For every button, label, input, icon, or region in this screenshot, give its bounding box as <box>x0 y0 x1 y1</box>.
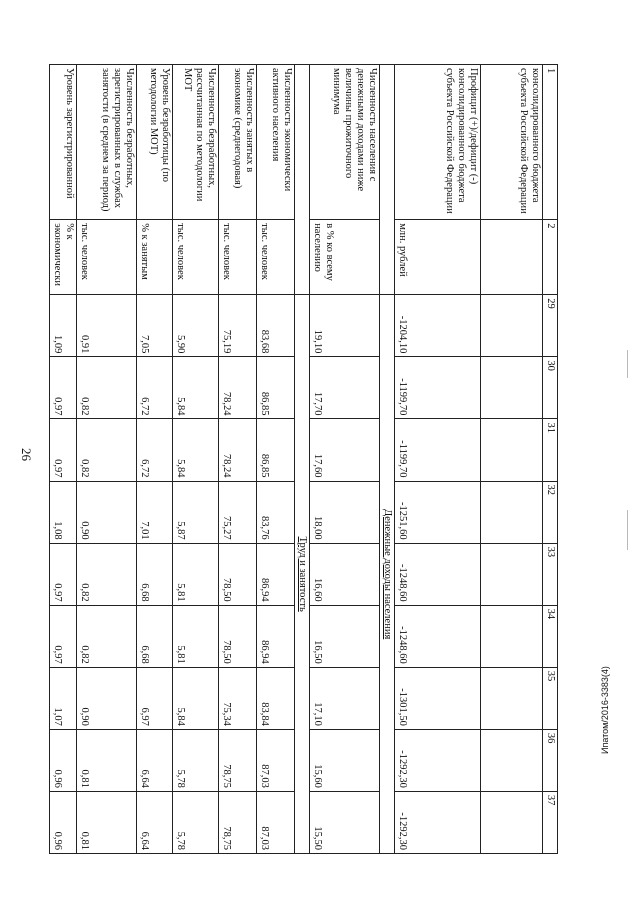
value-cell: 0,97 <box>50 605 77 667</box>
scan-artifact <box>627 510 628 550</box>
section-title: Труд и занятость <box>297 536 308 612</box>
indicator-cell: Численность занятых в экономике (среднегодовая) <box>219 65 257 220</box>
value-cell: 6,72 <box>137 357 173 419</box>
value-cell: 1,07 <box>50 667 77 729</box>
value-cell <box>481 729 543 791</box>
value-cell <box>481 543 543 605</box>
value-cell: 87,03 <box>257 729 295 791</box>
value-cell: 83,76 <box>257 481 295 543</box>
value-cell: 15,60 <box>310 729 380 791</box>
table-row <box>50 65 77 854</box>
value-cell: 16,50 <box>310 605 380 667</box>
value-cell <box>481 667 543 729</box>
value-cell: 0,81 <box>77 791 137 853</box>
indicator-cell: консолидированного бюджета субъекта Российской Федерации <box>481 65 543 220</box>
value-cell: -1199,70 <box>395 419 481 481</box>
value-cell: 5,81 <box>173 543 219 605</box>
indicator-cell: Численность экономически активного населения <box>257 65 295 220</box>
column-header: 29 <box>543 295 558 357</box>
value-cell: 86,85 <box>257 419 295 481</box>
value-cell: 6,68 <box>137 605 173 667</box>
indicator-cell: Численность безработных, рассчитанная по методологии МОТ <box>173 65 219 220</box>
value-cell: 0,81 <box>77 729 137 791</box>
unit-cell: тыс. человек <box>219 220 257 295</box>
value-cell: 5,84 <box>173 419 219 481</box>
value-cell: -1301,50 <box>395 667 481 729</box>
value-cell: -1248,60 <box>395 605 481 667</box>
value-cell: 78,50 <box>219 543 257 605</box>
column-header: 32 <box>543 481 558 543</box>
unit-cell: % к занятым <box>137 220 173 295</box>
value-cell: 1,09 <box>50 295 77 357</box>
value-cell: 0,97 <box>50 357 77 419</box>
value-cell: 7,01 <box>137 481 173 543</box>
page-number: 26 <box>19 448 34 461</box>
value-cell: 0,82 <box>77 605 137 667</box>
table-row <box>173 65 219 854</box>
value-cell: 86,94 <box>257 543 295 605</box>
unit-cell: тыс. человек <box>257 220 295 295</box>
statistics-table-rotated <box>52 64 558 854</box>
value-cell: 6,97 <box>137 667 173 729</box>
unit-cell: млн. рублей <box>395 220 481 295</box>
column-header: 33 <box>543 543 558 605</box>
column-header: 37 <box>543 791 558 853</box>
value-cell: 0,96 <box>50 791 77 853</box>
header-row <box>543 65 558 854</box>
value-cell: 18,00 <box>310 481 380 543</box>
section-row-labor <box>295 65 310 854</box>
value-cell <box>481 419 543 481</box>
value-cell: 0,82 <box>77 543 137 605</box>
value-cell: 0,90 <box>77 481 137 543</box>
value-cell: 6,68 <box>137 543 173 605</box>
value-cell: 5,84 <box>173 667 219 729</box>
column-header: 35 <box>543 667 558 729</box>
value-cell: -1199,70 <box>395 357 481 419</box>
column-header: 2 <box>543 220 558 295</box>
indicator-cell: Профицит (+)/дефицит (-) консолидированного бюджета субъекта Российской Федерации <box>395 65 481 220</box>
value-cell: -1204,10 <box>395 295 481 357</box>
table-row <box>310 65 380 854</box>
indicator-cell: Численность населения с денежными доходами ниже величины прожиточного минимума <box>310 65 380 220</box>
value-cell: 75,27 <box>219 481 257 543</box>
indicator-cell: Численность безработных, зарегистрированных в службах занятости (в среднем за период) <box>77 65 137 220</box>
value-cell: 78,24 <box>219 357 257 419</box>
column-header: 30 <box>543 357 558 419</box>
value-cell: -1292,30 <box>395 791 481 853</box>
value-cell: 5,90 <box>173 295 219 357</box>
value-cell: 0,90 <box>77 667 137 729</box>
value-cell: 0,82 <box>77 357 137 419</box>
table-row <box>77 65 137 854</box>
value-cell: 86,85 <box>257 357 295 419</box>
value-cell: 75,34 <box>219 667 257 729</box>
table-row <box>395 65 481 854</box>
value-cell: 0,96 <box>50 729 77 791</box>
column-header: 1 <box>543 65 558 220</box>
value-cell: 19,10 <box>310 295 380 357</box>
value-cell: 7,05 <box>137 295 173 357</box>
value-cell <box>481 481 543 543</box>
unit-cell: тыс. человек <box>173 220 219 295</box>
value-cell: -1248,60 <box>395 543 481 605</box>
value-cell: 78,50 <box>219 605 257 667</box>
value-cell <box>481 605 543 667</box>
value-cell: 0,82 <box>77 419 137 481</box>
value-cell <box>481 295 543 357</box>
value-cell: 5,78 <box>173 791 219 853</box>
table-row <box>257 65 295 854</box>
value-cell: 1,08 <box>50 481 77 543</box>
indicator-cell: Уровень зарегистрированной <box>50 65 77 220</box>
unit-cell: в % ко всему населению <box>310 220 380 295</box>
footer-document-id: Ипатом/2016-3383(4) <box>600 666 610 754</box>
value-cell: 17,70 <box>310 357 380 419</box>
value-cell <box>481 357 543 419</box>
value-cell: -1292,30 <box>395 729 481 791</box>
unit-cell: % к экономически <box>50 220 77 295</box>
value-cell: 16,60 <box>310 543 380 605</box>
column-header: 36 <box>543 729 558 791</box>
value-cell: 75,19 <box>219 295 257 357</box>
value-cell: 5,81 <box>173 605 219 667</box>
value-cell: 86,94 <box>257 605 295 667</box>
value-cell: 78,75 <box>219 729 257 791</box>
value-cell: 83,68 <box>257 295 295 357</box>
value-cell: 6,64 <box>137 729 173 791</box>
value-cell: 83,84 <box>257 667 295 729</box>
value-cell: 0,97 <box>50 543 77 605</box>
scan-artifact <box>627 350 628 378</box>
table-row <box>481 65 543 854</box>
value-cell: 78,75 <box>219 791 257 853</box>
indicator-cell: Уровень безработицы (по методологии МОТ) <box>137 65 173 220</box>
table-row <box>219 65 257 854</box>
value-cell: 78,24 <box>219 419 257 481</box>
column-header: 31 <box>543 419 558 481</box>
table-row <box>137 65 173 854</box>
value-cell <box>481 791 543 853</box>
value-cell: 6,64 <box>137 791 173 853</box>
value-cell: 87,03 <box>257 791 295 853</box>
unit-cell <box>481 220 543 295</box>
value-cell: 0,91 <box>77 295 137 357</box>
value-cell: 5,87 <box>173 481 219 543</box>
value-cell: 17,10 <box>310 667 380 729</box>
statistics-table <box>49 64 558 854</box>
value-cell: 15,50 <box>310 791 380 853</box>
section-row-income <box>380 65 395 854</box>
value-cell: 5,84 <box>173 357 219 419</box>
value-cell: -1251,60 <box>395 481 481 543</box>
column-header: 34 <box>543 605 558 667</box>
value-cell: 6,72 <box>137 419 173 481</box>
value-cell: 5,78 <box>173 729 219 791</box>
value-cell: 17,60 <box>310 419 380 481</box>
value-cell: 0,97 <box>50 419 77 481</box>
section-title: Денежные доходы населения <box>382 508 393 640</box>
unit-cell: тыс. человек <box>77 220 137 295</box>
